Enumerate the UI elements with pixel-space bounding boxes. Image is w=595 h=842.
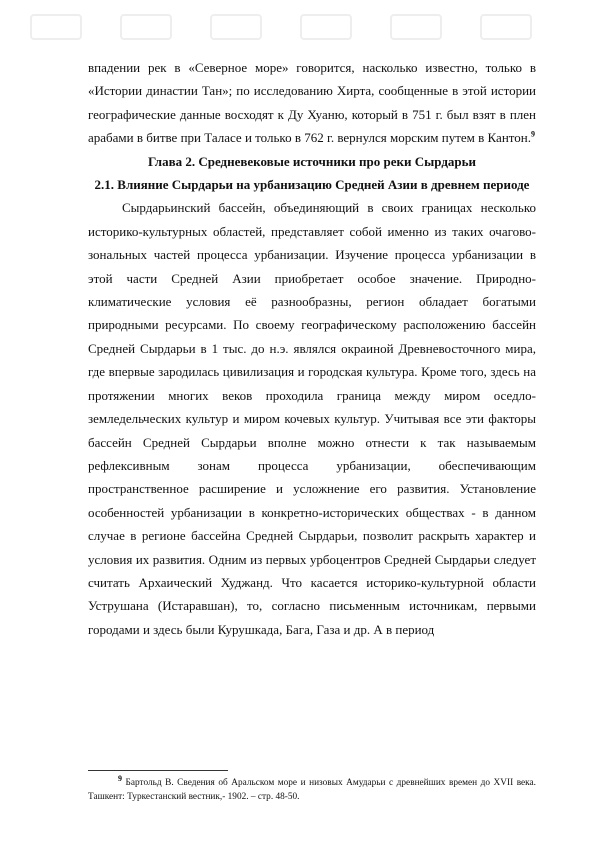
footnote-reference[interactable]: 9 [531, 129, 535, 139]
footnote-divider [88, 770, 228, 771]
paragraph-body-part2: где впервые зародилась цивилизация и городская культура. Кроме того, здесь на протяжении многих веков проходила граница между миром оседло-земледельческих культур и миром кочевых культур. Учитывая все эти факторы бассейн Средней Сырдарьи вполне можно отнести к так называемым рефлексивным зонам процесса урбанизации, обеспечивающим пространственное расширение и усложнение его развития. Установление особенностей урбанизации в конкретно-исторических обществах - в данном случае в регионе бассейна Средней Сырдарьи, позволит раскрыть характер и условия их развития. Одним из первых урбоцентров Средней Сырдарьи следует считать Архаический Худжанд. Что касается историко-культурной области Уструшана (Истаравшан), то, согласно письменным источникам, первыми городами и здесь были Курушкада, Бага, Газа и др. А в период [88, 364, 536, 637]
section-heading: 2.1. Влияние Сырдарьи на урбанизацию Средней Азии в древнем периоде [94, 177, 530, 193]
watermark-icon [390, 14, 442, 40]
footnote-text: Бартольд В. Сведения об Аральском море и низовых Амударьи с древнейших времен до XVII века. Ташкент: Туркестанский вестник,- 1902. – стр. 48-50. [88, 778, 536, 802]
footnote [88, 773, 536, 804]
watermark-icon [120, 14, 172, 40]
footnote-number: 9 [118, 773, 122, 783]
watermark-icon [480, 14, 532, 40]
watermark-icon [30, 14, 82, 40]
watermark-icon [210, 14, 262, 40]
paragraph-body-part1: Сырдарьинский бассейн, объединяющий в своих границах несколько историко-культурных областей, представляет собой именно из таких очагово-зональных частей процесса урбанизации. Изучение процесса урбанизации в этой части Средней Азии приобретает особое значение. Природно-климатические условия её разнообразны, регион обладает богатыми природными ресурсами. По своему географическому расположению бассейн Средней Сырдарьи в 1 тыс. до н.э. являлся окраиной Древневосточного мира, [88, 200, 536, 356]
watermark-icon [300, 14, 352, 40]
document-body [88, 56, 536, 641]
paragraph-intro-text: впадении рек в «Северное море» говорится, насколько известно, только в «Истории династии Тан»; по исследованию Хирта, сообщенные в этой истории географические данные восходят к Ду Хуаню, который в 751 г. был взят в плен арабами в битве при Таласе и только в 762 г. вернулся морским путем в Кантон. [88, 60, 536, 146]
paragraph-intro [88, 56, 536, 150]
chapter-heading: Глава 2. Средневековые источники про реки Сырдарьи [147, 153, 477, 169]
